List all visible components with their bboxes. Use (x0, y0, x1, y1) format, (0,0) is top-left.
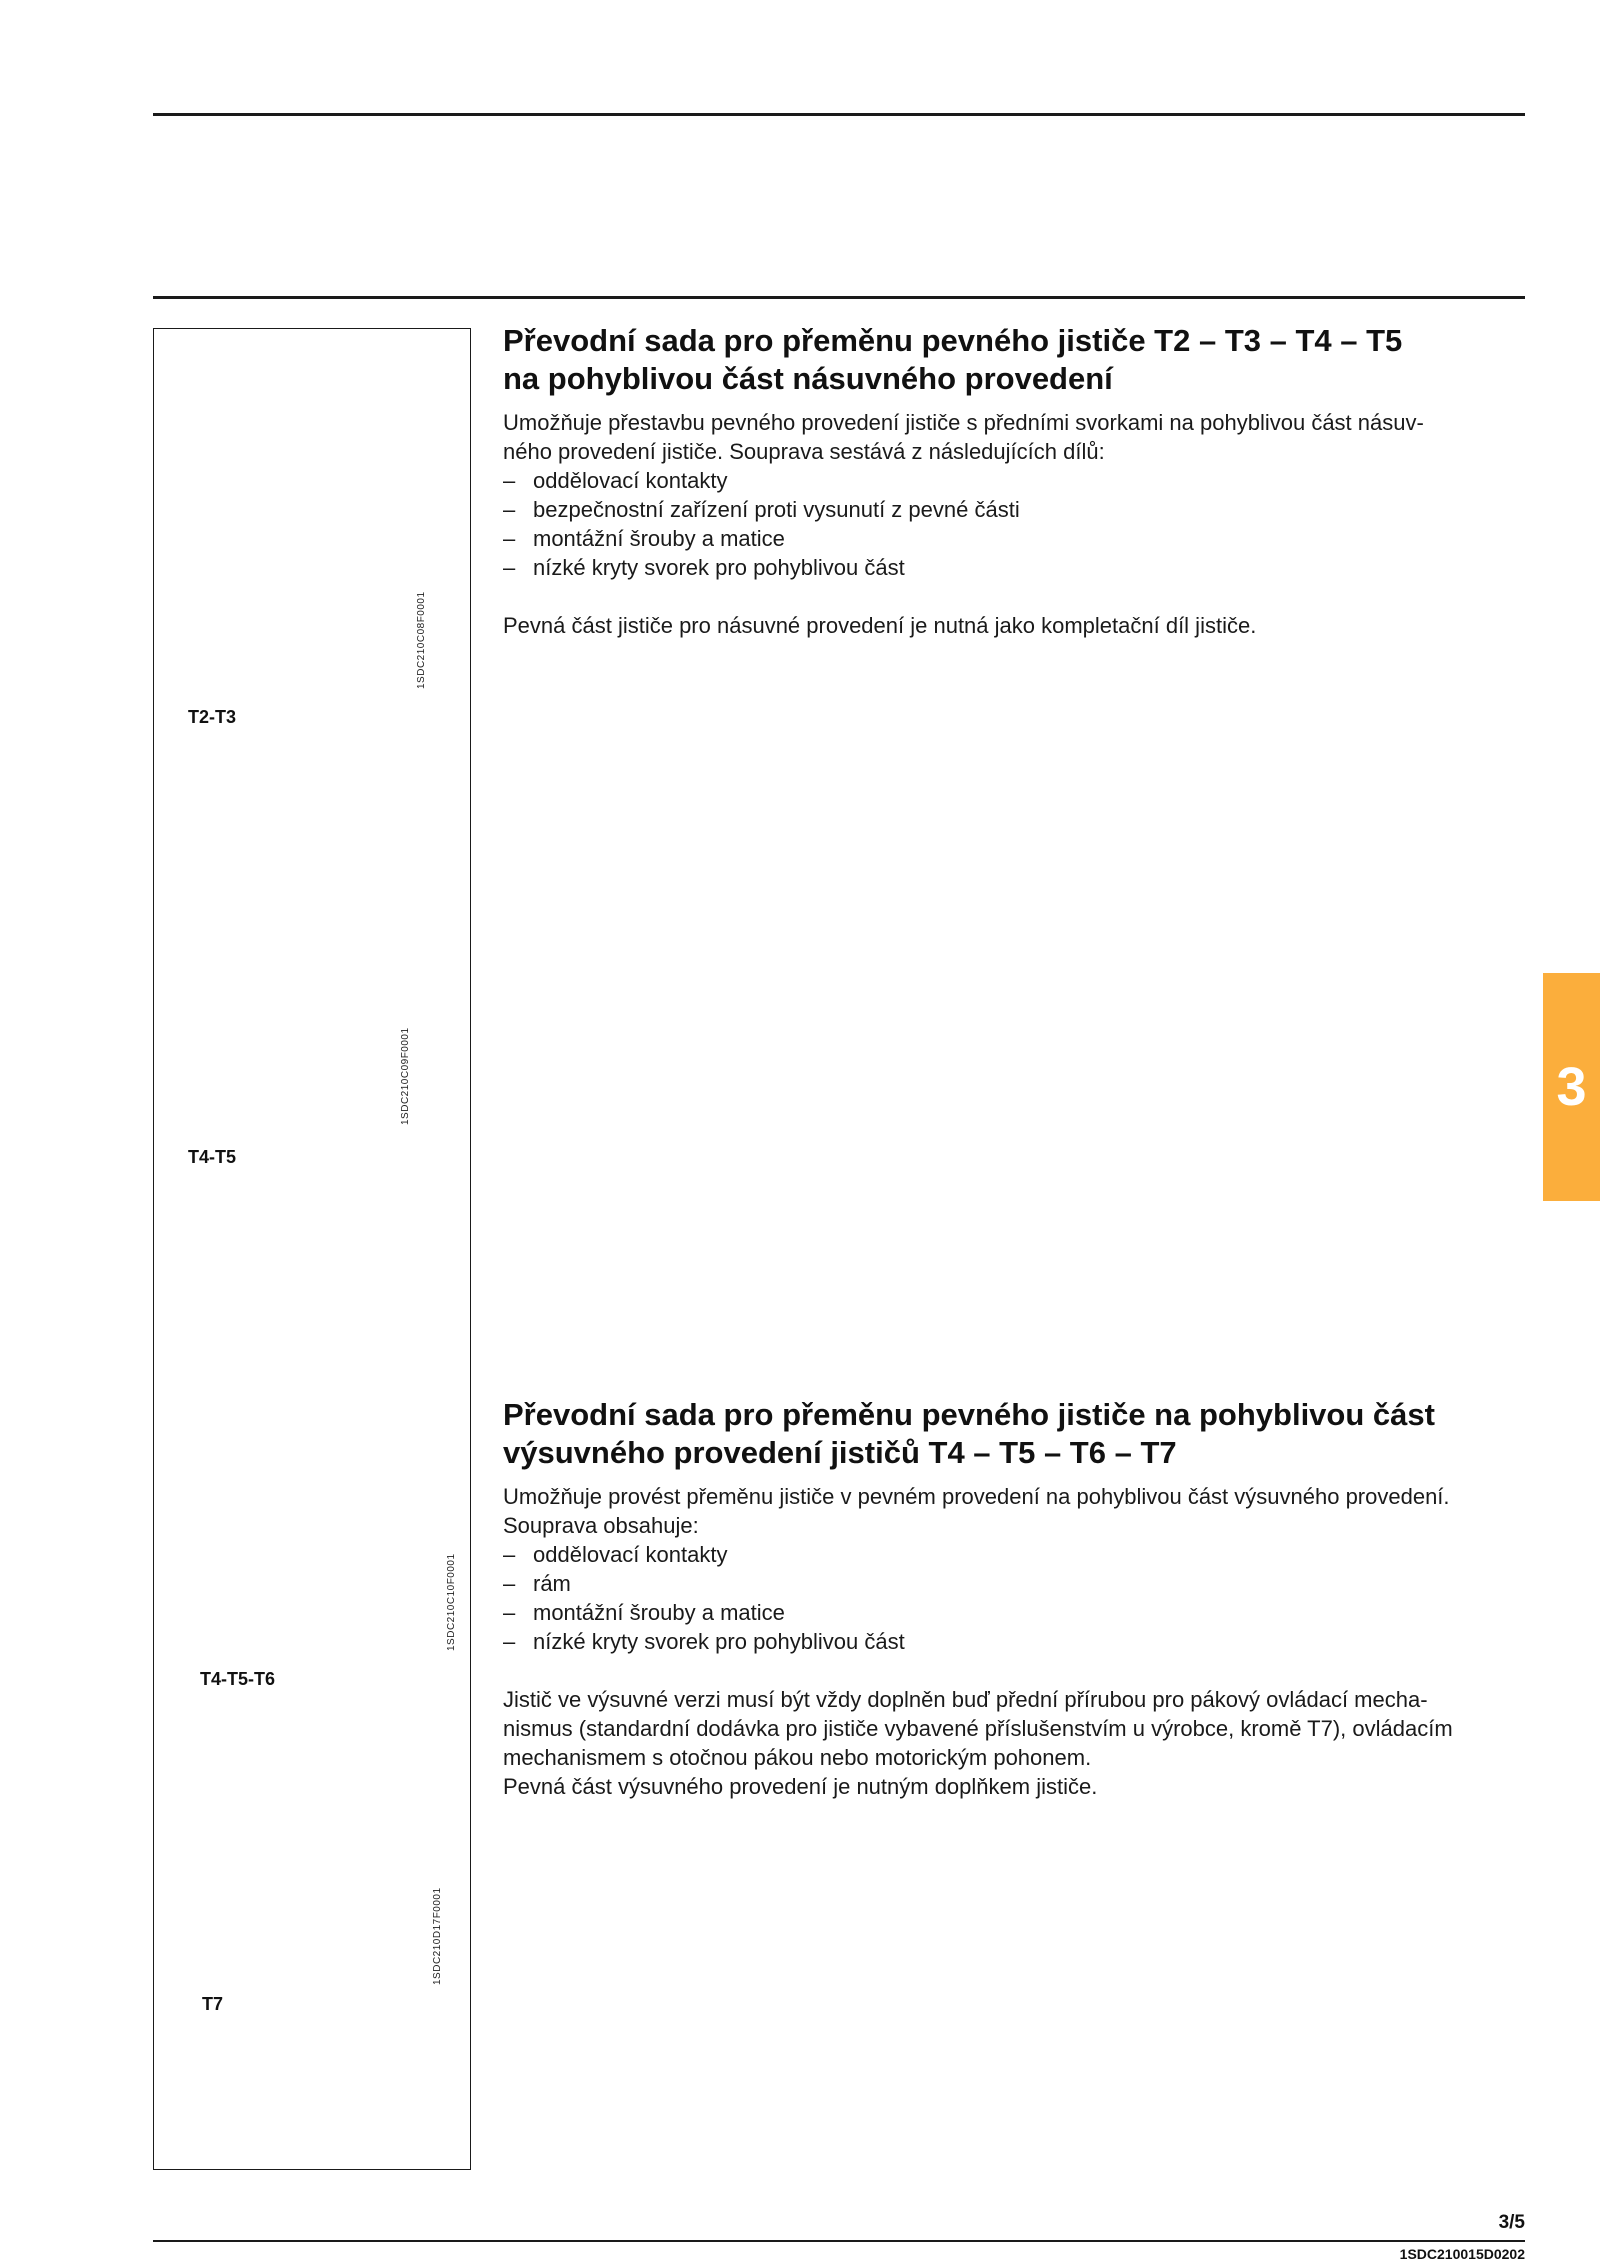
footer-rule (153, 2240, 1525, 2242)
list-item: – montážní šrouby a matice (503, 526, 785, 551)
list-item: – nízké kryty svorek pro pohyblivou část (503, 555, 905, 580)
chapter-tab: 3 (1543, 973, 1600, 1201)
section-plug-in-conversion-kit (503, 322, 1525, 640)
section-1-parts-list (503, 466, 1525, 582)
list-item: – montážní šrouby a matice (503, 1600, 785, 1625)
section-withdrawable-conversion-kit (503, 1396, 1525, 1801)
section-2-intro: Umožňuje provést přeměnu jističe v pevném provedení na pohyblivou část výsuvného provedení. Souprava obsahuje: (503, 1484, 1450, 1538)
header-rule (153, 296, 1525, 299)
product-image-panel (153, 328, 471, 2170)
section-2-title: Převodní sada pro přeměnu pevného jističe na pohyblivou část výsuvného provedení jističů T4 – T5 – T6 – T7 (503, 1397, 1435, 1470)
list-item: – oddělovací kontakty (503, 468, 728, 493)
image-label-t4-t5-t6: T4-T5-T6 (200, 1669, 276, 1689)
image-code-2: 1SDC210C09F0001 (400, 1027, 411, 1125)
document-code: 1SDC210015D0202 (1399, 2246, 1525, 2262)
list-item: – nízké kryty svorek pro pohyblivou část (503, 1629, 905, 1654)
section-1-note: Pevná část jističe pro násuvné provedení je nutná jako kompletační díl jističe. (503, 613, 1257, 638)
section-2-parts-list (503, 1540, 1525, 1656)
image-code-4: 1SDC210D17F0001 (432, 1887, 443, 1985)
section-2-note: Jistič ve výsuvné verzi musí být vždy doplněn buď přední přírubou pro pákový ovládací mecha- nismus (standardní dodávka pro jističe vybavené příslušenstvím u výrobce, kromě T7), ovládacím mechanismem s otočnou pákou nebo motorickým pohonem. Pevná část výsuvného provedení je nutným doplňkem jističe. (503, 1687, 1453, 1799)
page-number: 3/5 (1498, 2212, 1525, 2233)
top-rule (153, 113, 1525, 116)
image-code-3: 1SDC210C10F0001 (446, 1553, 457, 1651)
image-label-t7: T7 (202, 1994, 224, 2014)
list-item: – rám (503, 1571, 571, 1596)
image-code-1: 1SDC210C08F0001 (416, 591, 427, 689)
section-1-title: Převodní sada pro přeměnu pevného jističe T2 – T3 – T4 – T5 na pohyblivou část násuvného provedení (503, 323, 1403, 396)
image-label-t4-t5: T4-T5 (188, 1147, 237, 1167)
list-item: – oddělovací kontakty (503, 1542, 728, 1567)
section-1-intro: Umožňuje přestavbu pevného provedení jističe s předními svorkami na pohyblivou část násuv- ného provedení jističe. Souprava sestává z následujících dílů: (503, 410, 1424, 464)
list-item: – bezpečnostní zařízení proti vysunutí z pevné části (503, 497, 1020, 522)
image-label-t2-t3: T2-T3 (188, 707, 237, 727)
